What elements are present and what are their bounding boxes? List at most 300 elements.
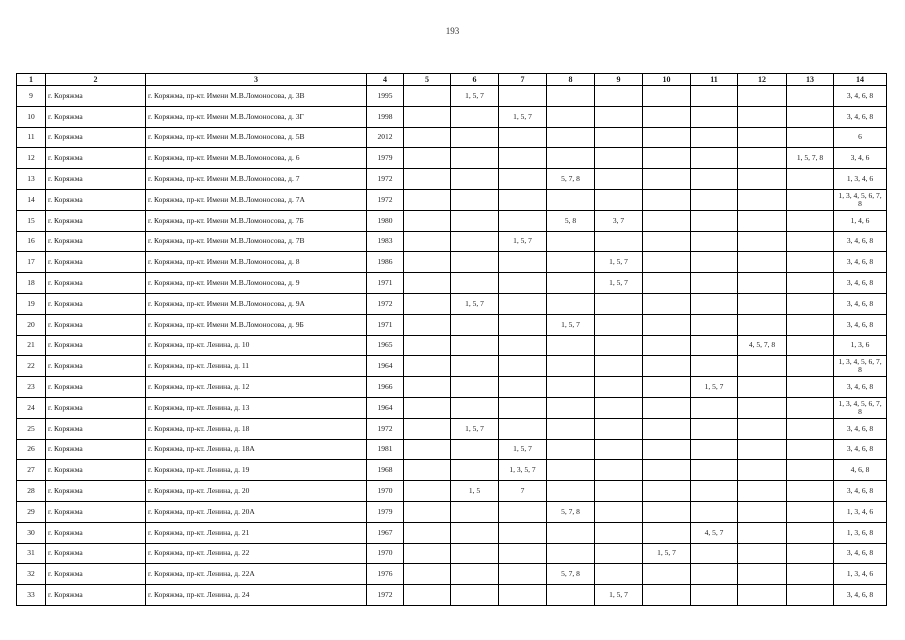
value-cell-col-7 [499,377,547,398]
value-cell-col-7: 1, 5, 7 [499,439,547,460]
year-cell: 1983 [367,231,404,252]
year-cell: 1986 [367,252,404,273]
value-cell-col-12 [738,460,787,481]
year-cell: 1971 [367,314,404,335]
city-cell: г. Коряжма [46,293,146,314]
value-cell-col-8: 5, 7, 8 [547,501,595,522]
value-cell-col-14: 1, 3, 6, 8 [834,522,887,543]
value-cell-col-7 [499,543,547,564]
value-cell-col-12 [738,293,787,314]
value-cell-col-12: 4, 5, 7, 8 [738,335,787,356]
row-number-cell: 12 [17,148,46,169]
value-cell-col-14: 6 [834,127,887,148]
value-cell-col-9 [595,231,643,252]
table-row [17,86,887,107]
value-cell-col-10 [643,335,691,356]
city-cell: г. Коряжма [46,252,146,273]
table-row [17,522,887,543]
city-cell: г. Коряжма [46,231,146,252]
value-cell-col-8: 5, 8 [547,210,595,231]
value-cell-col-12 [738,148,787,169]
city-cell: г. Коряжма [46,86,146,107]
value-cell-col-7 [499,293,547,314]
value-cell-col-5 [404,439,451,460]
address-cell: г. Коряжма, пр-кт. Ленина, д. 20А [146,501,367,522]
value-cell-col-12 [738,397,787,418]
column-header-6: 6 [451,74,499,86]
city-cell: г. Коряжма [46,439,146,460]
value-cell-col-7 [499,397,547,418]
year-cell: 1980 [367,210,404,231]
header-row [17,74,887,86]
value-cell-col-7 [499,418,547,439]
value-cell-col-13 [787,252,834,273]
value-cell-col-6: 1, 5, 7 [451,418,499,439]
value-cell-col-12 [738,273,787,294]
year-cell: 1970 [367,543,404,564]
value-cell-col-13 [787,127,834,148]
value-cell-col-11 [691,585,738,606]
value-cell-col-12 [738,86,787,107]
value-cell-col-10 [643,501,691,522]
row-number-cell: 9 [17,86,46,107]
value-cell-col-14: 1, 3, 4, 6 [834,169,887,190]
value-cell-col-13 [787,397,834,418]
value-cell-col-6: 1, 5, 7 [451,293,499,314]
row-number-cell: 23 [17,377,46,398]
value-cell-col-13 [787,335,834,356]
value-cell-col-6 [451,106,499,127]
value-cell-col-13 [787,481,834,502]
city-cell: г. Коряжма [46,356,146,377]
value-cell-col-7 [499,335,547,356]
value-cell-col-10 [643,252,691,273]
value-cell-col-13 [787,439,834,460]
value-cell-col-10: 1, 5, 7 [643,543,691,564]
row-number-cell: 25 [17,418,46,439]
year-cell: 1965 [367,335,404,356]
column-header-14: 14 [834,74,887,86]
value-cell-col-12 [738,585,787,606]
address-cell: г. Коряжма, пр-кт. Ленина, д. 18 [146,418,367,439]
column-header-8: 8 [547,74,595,86]
value-cell-col-8 [547,439,595,460]
value-cell-col-10 [643,314,691,335]
value-cell-col-11 [691,564,738,585]
value-cell-col-9 [595,522,643,543]
building-register-table [16,73,887,606]
value-cell-col-5 [404,335,451,356]
value-cell-col-10 [643,481,691,502]
address-cell: г. Коряжма, пр-кт. Ленина, д. 19 [146,460,367,481]
row-number-cell: 29 [17,501,46,522]
value-cell-col-8: 5, 7, 8 [547,564,595,585]
value-cell-col-9: 1, 5, 7 [595,252,643,273]
row-number-cell: 21 [17,335,46,356]
value-cell-col-9 [595,86,643,107]
address-cell: г. Коряжма, пр-кт. Имени М.В.Ломоносова, д. 3Г [146,106,367,127]
value-cell-col-14: 3, 4, 6, 8 [834,377,887,398]
year-cell: 1966 [367,377,404,398]
year-cell: 1995 [367,86,404,107]
value-cell-col-13 [787,169,834,190]
city-cell: г. Коряжма [46,314,146,335]
address-cell: г. Коряжма, пр-кт. Имени М.В.Ломоносова, д. 7А [146,189,367,210]
value-cell-col-9 [595,377,643,398]
value-cell-col-8: 1, 5, 7 [547,314,595,335]
value-cell-col-11 [691,86,738,107]
table-row [17,397,887,418]
value-cell-col-9 [595,418,643,439]
row-number-cell: 13 [17,169,46,190]
row-number-cell: 11 [17,127,46,148]
value-cell-col-12 [738,522,787,543]
table-row [17,210,887,231]
table-row [17,314,887,335]
value-cell-col-5 [404,564,451,585]
city-cell: г. Коряжма [46,169,146,190]
row-number-cell: 20 [17,314,46,335]
value-cell-col-6 [451,210,499,231]
value-cell-col-14: 1, 4, 6 [834,210,887,231]
city-cell: г. Коряжма [46,106,146,127]
city-cell: г. Коряжма [46,585,146,606]
address-cell: г. Коряжма, пр-кт. Ленина, д. 11 [146,356,367,377]
value-cell-col-13 [787,273,834,294]
value-cell-col-6: 1, 5 [451,481,499,502]
value-cell-col-5 [404,377,451,398]
value-cell-col-14: 3, 4, 6, 8 [834,106,887,127]
address-cell: г. Коряжма, пр-кт. Имени М.В.Ломоносова, д. 5В [146,127,367,148]
value-cell-col-10 [643,86,691,107]
address-cell: г. Коряжма, пр-кт. Ленина, д. 24 [146,585,367,606]
table-row [17,460,887,481]
year-cell: 1967 [367,522,404,543]
value-cell-col-13 [787,86,834,107]
value-cell-col-8 [547,377,595,398]
row-number-cell: 19 [17,293,46,314]
value-cell-col-8 [547,252,595,273]
value-cell-col-10 [643,418,691,439]
address-cell: г. Коряжма, пр-кт. Ленина, д. 18А [146,439,367,460]
value-cell-col-9 [595,148,643,169]
value-cell-col-9 [595,169,643,190]
year-cell: 1979 [367,148,404,169]
city-cell: г. Коряжма [46,543,146,564]
year-cell: 1971 [367,273,404,294]
column-header-4: 4 [367,74,404,86]
value-cell-col-10 [643,397,691,418]
address-cell: г. Коряжма, пр-кт. Имени М.В.Ломоносова, д. 7Б [146,210,367,231]
year-cell: 1972 [367,585,404,606]
value-cell-col-6 [451,585,499,606]
city-cell: г. Коряжма [46,501,146,522]
table-row [17,543,887,564]
value-cell-col-11 [691,210,738,231]
value-cell-col-11 [691,543,738,564]
value-cell-col-7 [499,169,547,190]
address-cell: г. Коряжма, пр-кт. Имени М.В.Ломоносова, д. 9Б [146,314,367,335]
value-cell-col-5 [404,106,451,127]
value-cell-col-14: 3, 4, 6, 8 [834,86,887,107]
value-cell-col-8 [547,418,595,439]
address-cell: г. Коряжма, пр-кт. Имени М.В.Ломоносова, д. 9А [146,293,367,314]
city-cell: г. Коряжма [46,522,146,543]
column-header-13: 13 [787,74,834,86]
value-cell-col-12 [738,543,787,564]
value-cell-col-5 [404,273,451,294]
value-cell-col-12 [738,377,787,398]
value-cell-col-13 [787,460,834,481]
value-cell-col-12 [738,106,787,127]
column-header-10: 10 [643,74,691,86]
value-cell-col-6 [451,522,499,543]
table-row [17,585,887,606]
value-cell-col-13 [787,522,834,543]
value-cell-col-12 [738,127,787,148]
value-cell-col-6 [451,501,499,522]
address-cell: г. Коряжма, пр-кт. Ленина, д. 20 [146,481,367,502]
value-cell-col-8 [547,189,595,210]
row-number-cell: 15 [17,210,46,231]
value-cell-col-6 [451,169,499,190]
value-cell-col-14: 1, 3, 4, 6 [834,564,887,585]
value-cell-col-9: 1, 5, 7 [595,585,643,606]
value-cell-col-13 [787,564,834,585]
table-row [17,106,887,127]
value-cell-col-5 [404,460,451,481]
row-number-cell: 10 [17,106,46,127]
row-number-cell: 31 [17,543,46,564]
value-cell-col-9 [595,460,643,481]
value-cell-col-13 [787,210,834,231]
value-cell-col-5 [404,293,451,314]
value-cell-col-8 [547,106,595,127]
value-cell-col-5 [404,501,451,522]
value-cell-col-10 [643,522,691,543]
value-cell-col-7 [499,189,547,210]
value-cell-col-12 [738,481,787,502]
city-cell: г. Коряжма [46,335,146,356]
value-cell-col-14: 3, 4, 6, 8 [834,252,887,273]
value-cell-col-14: 3, 4, 6, 8 [834,231,887,252]
year-cell: 1968 [367,460,404,481]
row-number-cell: 28 [17,481,46,502]
table-row [17,377,887,398]
value-cell-col-11 [691,335,738,356]
value-cell-col-11 [691,481,738,502]
value-cell-col-5 [404,148,451,169]
value-cell-col-11 [691,231,738,252]
value-cell-col-14: 1, 3, 4, 5, 6, 7, 8 [834,356,887,377]
value-cell-col-13 [787,356,834,377]
value-cell-col-6 [451,564,499,585]
value-cell-col-8 [547,293,595,314]
value-cell-col-6 [451,231,499,252]
value-cell-col-9 [595,501,643,522]
column-header-3: 3 [146,74,367,86]
value-cell-col-12 [738,564,787,585]
row-number-cell: 33 [17,585,46,606]
value-cell-col-14: 3, 4, 6, 8 [834,418,887,439]
value-cell-col-8: 5, 7, 8 [547,169,595,190]
value-cell-col-11 [691,127,738,148]
value-cell-col-9 [595,127,643,148]
value-cell-col-8 [547,86,595,107]
year-cell: 1972 [367,189,404,210]
table-body [17,86,887,606]
row-number-cell: 17 [17,252,46,273]
value-cell-col-8 [547,273,595,294]
value-cell-col-12 [738,252,787,273]
value-cell-col-10 [643,377,691,398]
value-cell-col-14: 4, 6, 8 [834,460,887,481]
value-cell-col-5 [404,418,451,439]
city-cell: г. Коряжма [46,148,146,169]
value-cell-col-12 [738,501,787,522]
value-cell-col-7: 7 [499,481,547,502]
value-cell-col-8 [547,397,595,418]
address-cell: г. Коряжма, пр-кт. Имени М.В.Ломоносова, д. 6 [146,148,367,169]
value-cell-col-6 [451,439,499,460]
value-cell-col-7 [499,86,547,107]
address-cell: г. Коряжма, пр-кт. Имени М.В.Ломоносова, д. 9 [146,273,367,294]
value-cell-col-10 [643,169,691,190]
table-row [17,148,887,169]
year-cell: 2012 [367,127,404,148]
value-cell-col-11 [691,439,738,460]
value-cell-col-7 [499,501,547,522]
value-cell-col-6 [451,148,499,169]
value-cell-col-10 [643,439,691,460]
value-cell-col-11 [691,293,738,314]
city-cell: г. Коряжма [46,460,146,481]
value-cell-col-5 [404,86,451,107]
value-cell-col-11 [691,169,738,190]
row-number-cell: 14 [17,189,46,210]
column-header-5: 5 [404,74,451,86]
address-cell: г. Коряжма, пр-кт. Ленина, д. 10 [146,335,367,356]
value-cell-col-12 [738,439,787,460]
address-cell: г. Коряжма, пр-кт. Имени М.В.Ломоносова, д. 7В [146,231,367,252]
value-cell-col-7 [499,585,547,606]
city-cell: г. Коряжма [46,127,146,148]
table-row [17,127,887,148]
value-cell-col-12 [738,169,787,190]
city-cell: г. Коряжма [46,210,146,231]
value-cell-col-10 [643,293,691,314]
value-cell-col-7: 1, 3, 5, 7 [499,460,547,481]
value-cell-col-9: 3, 7 [595,210,643,231]
page-number: 193 [445,26,460,36]
row-number-cell: 22 [17,356,46,377]
value-cell-col-7 [499,210,547,231]
value-cell-col-6 [451,543,499,564]
value-cell-col-5 [404,397,451,418]
value-cell-col-10 [643,189,691,210]
value-cell-col-6 [451,460,499,481]
value-cell-col-13 [787,501,834,522]
value-cell-col-8 [547,335,595,356]
value-cell-col-5 [404,252,451,273]
value-cell-col-8 [547,127,595,148]
year-cell: 1976 [367,564,404,585]
value-cell-col-5 [404,127,451,148]
value-cell-col-5 [404,231,451,252]
value-cell-col-7 [499,314,547,335]
value-cell-col-8 [547,356,595,377]
city-cell: г. Коряжма [46,564,146,585]
row-number-cell: 16 [17,231,46,252]
value-cell-col-11 [691,356,738,377]
table-header [17,74,887,86]
value-cell-col-10 [643,106,691,127]
value-cell-col-11 [691,106,738,127]
value-cell-col-14: 1, 3, 4, 5, 6, 7, 8 [834,397,887,418]
value-cell-col-7 [499,127,547,148]
year-cell: 1972 [367,293,404,314]
row-number-cell: 30 [17,522,46,543]
value-cell-col-8 [547,543,595,564]
value-cell-col-7 [499,148,547,169]
value-cell-col-14: 1, 3, 4, 6 [834,501,887,522]
value-cell-col-6: 1, 5, 7 [451,86,499,107]
value-cell-col-5 [404,522,451,543]
value-cell-col-8 [547,460,595,481]
table-row [17,418,887,439]
value-cell-col-11 [691,314,738,335]
year-cell: 1970 [367,481,404,502]
value-cell-col-13: 1, 5, 7, 8 [787,148,834,169]
value-cell-col-14: 3, 4, 6, 8 [834,293,887,314]
value-cell-col-11: 4, 5, 7 [691,522,738,543]
row-number-cell: 32 [17,564,46,585]
value-cell-col-12 [738,356,787,377]
value-cell-col-13 [787,543,834,564]
value-cell-col-9 [595,439,643,460]
value-cell-col-13 [787,189,834,210]
address-cell: г. Коряжма, пр-кт. Имени М.В.Ломоносова, д. 3В [146,86,367,107]
value-cell-col-13 [787,293,834,314]
year-cell: 1998 [367,106,404,127]
table-row [17,335,887,356]
value-cell-col-10 [643,273,691,294]
city-cell: г. Коряжма [46,189,146,210]
value-cell-col-7: 1, 5, 7 [499,231,547,252]
value-cell-col-9 [595,189,643,210]
value-cell-col-10 [643,564,691,585]
table-row [17,189,887,210]
value-cell-col-11 [691,397,738,418]
value-cell-col-9 [595,481,643,502]
value-cell-col-5 [404,543,451,564]
value-cell-col-5 [404,481,451,502]
value-cell-col-14: 3, 4, 6, 8 [834,314,887,335]
column-header-2: 2 [46,74,146,86]
value-cell-col-6 [451,252,499,273]
value-cell-col-14: 3, 4, 6, 8 [834,585,887,606]
value-cell-col-8 [547,481,595,502]
value-cell-col-5 [404,169,451,190]
table-row [17,273,887,294]
value-cell-col-13 [787,231,834,252]
row-number-cell: 18 [17,273,46,294]
value-cell-col-10 [643,210,691,231]
value-cell-col-12 [738,210,787,231]
value-cell-col-6 [451,356,499,377]
value-cell-col-11: 1, 5, 7 [691,377,738,398]
value-cell-col-5 [404,210,451,231]
